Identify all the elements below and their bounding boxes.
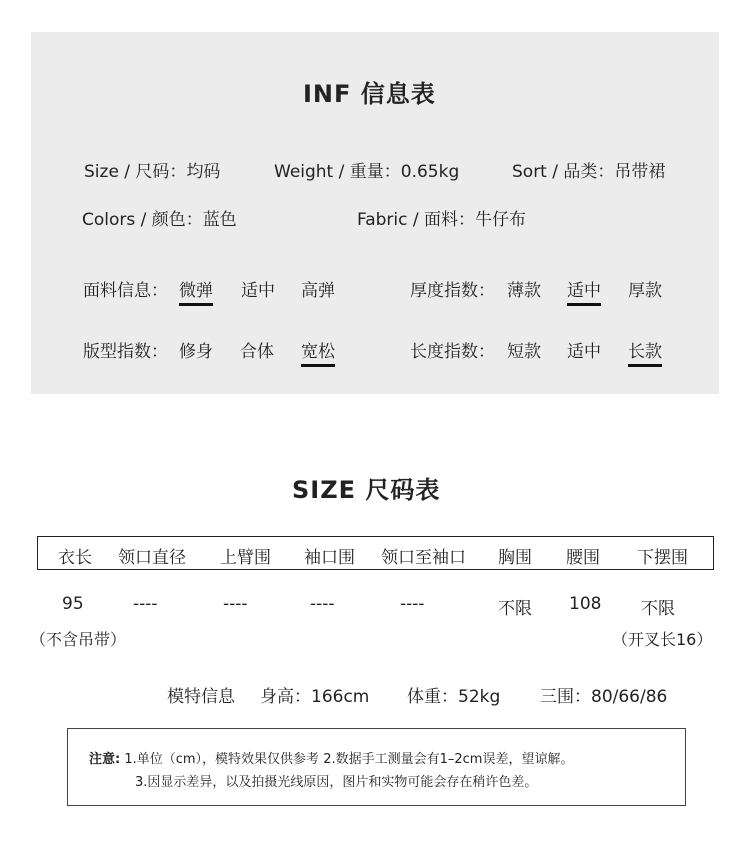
weight-value: 0.65kg bbox=[400, 162, 460, 182]
notice-text-1: 1.单位（cm），模特效果仅供参考 2.数据手工测量会有1–2cm误差，望谅解。 bbox=[124, 752, 574, 767]
size-value: 不限 bbox=[498, 599, 532, 619]
sort-label: Sort / 品类： bbox=[512, 162, 615, 182]
fabric-info-selected: 微弹 bbox=[179, 281, 213, 306]
fit-option: 合体 bbox=[240, 342, 274, 362]
size-header: 胸围 bbox=[498, 548, 532, 568]
fabric-info-option bbox=[179, 276, 213, 301]
length-note: （不含吊带） bbox=[30, 630, 127, 649]
model-weight: 体重：52kg bbox=[407, 687, 501, 707]
thickness-option bbox=[567, 276, 601, 301]
color-spec bbox=[82, 205, 237, 230]
weight-label: Weight / 重量： bbox=[274, 162, 401, 182]
size-value: 108 bbox=[569, 594, 602, 614]
size-value: ---- bbox=[310, 594, 335, 614]
weight-spec bbox=[274, 157, 459, 182]
fabric-info-option: 高弹 bbox=[301, 281, 335, 301]
size-header: 上臂围 bbox=[220, 548, 271, 568]
size-label: Size / 尺码： bbox=[84, 162, 187, 182]
length-option: 适中 bbox=[567, 342, 601, 362]
size-header: 下摆围 bbox=[637, 548, 688, 568]
fit-label: 版型指数： bbox=[83, 342, 168, 362]
fabric-label: Fabric / 面料： bbox=[357, 210, 476, 230]
length-option bbox=[628, 337, 662, 362]
inf-title: INF 信息表 bbox=[303, 80, 436, 108]
length-label: 长度指数： bbox=[410, 342, 495, 362]
fabric-spec bbox=[357, 205, 526, 230]
color-label: Colors / 颜色： bbox=[82, 210, 203, 230]
size-value: 不限 bbox=[641, 599, 675, 619]
notice-line-1 bbox=[89, 748, 573, 767]
hem-note: （开叉长16） bbox=[612, 630, 713, 649]
sort-value: 吊带裙 bbox=[614, 162, 666, 182]
size-header: 领口至袖口 bbox=[381, 548, 466, 568]
notice-prefix: 注意: bbox=[89, 752, 121, 767]
size-header: 腰围 bbox=[566, 548, 600, 568]
length-option: 短款 bbox=[507, 342, 541, 362]
thickness-option: 薄款 bbox=[507, 281, 541, 301]
size-value: ---- bbox=[400, 594, 425, 614]
fit-option bbox=[301, 337, 335, 362]
size-value: 均码 bbox=[186, 162, 221, 182]
length-selected: 长款 bbox=[628, 342, 662, 367]
fabric-info-option: 适中 bbox=[241, 281, 275, 301]
model-height: 身高：166cm bbox=[260, 687, 370, 707]
size-title: SIZE 尺码表 bbox=[292, 476, 441, 504]
notice-line-2: 3.因显示差异，以及拍摄光线原因，图片和实物可能会存在稍许色差。 bbox=[135, 775, 538, 790]
fit-selected: 宽松 bbox=[301, 342, 335, 367]
fit-option: 修身 bbox=[179, 342, 213, 362]
notice-box bbox=[67, 728, 686, 806]
model-info-label: 模特信息 bbox=[167, 687, 235, 707]
sort-spec bbox=[512, 157, 665, 182]
color-value: 蓝色 bbox=[202, 210, 237, 230]
size-header: 领口直径 bbox=[118, 548, 186, 568]
size-value: ---- bbox=[223, 594, 248, 614]
fabric-info-label: 面料信息： bbox=[83, 281, 168, 301]
size-value: 95 bbox=[62, 594, 84, 614]
size-header: 袖口围 bbox=[304, 548, 355, 568]
thickness-selected: 适中 bbox=[567, 281, 601, 306]
thickness-option: 厚款 bbox=[628, 281, 662, 301]
size-spec bbox=[84, 157, 220, 182]
model-measurements: 三围：80/66/86 bbox=[540, 687, 668, 707]
fabric-value: 牛仔布 bbox=[475, 210, 527, 230]
thickness-label: 厚度指数： bbox=[410, 281, 495, 301]
size-value: ---- bbox=[133, 594, 158, 614]
size-header: 衣长 bbox=[58, 548, 92, 568]
